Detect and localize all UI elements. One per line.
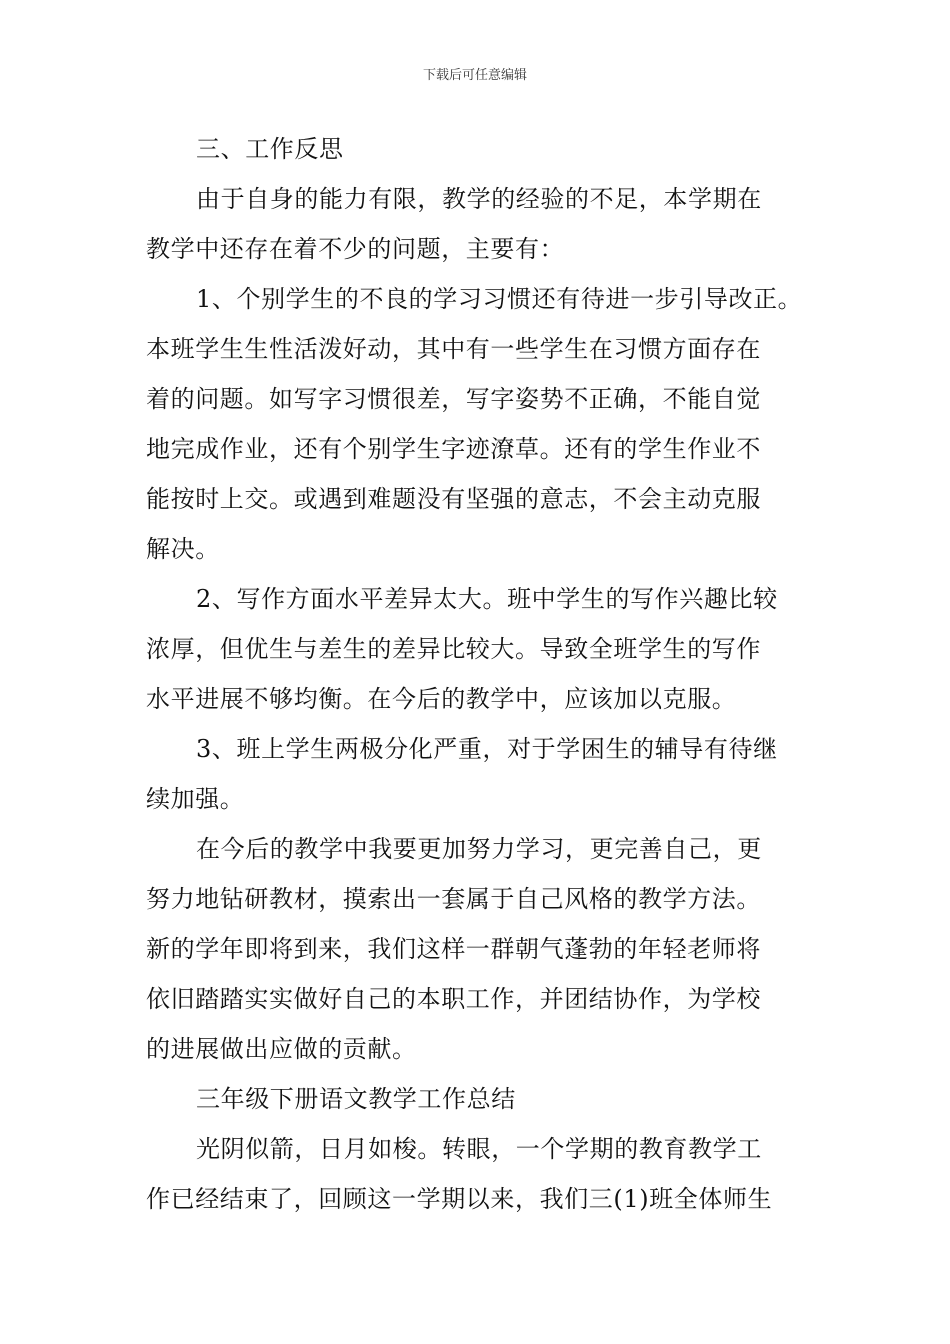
page-header: 下载后可任意编辑: [422, 68, 527, 83]
paragraph-line: 由于自身的能力有限，教学的经验的不足，本学期在: [196, 185, 762, 213]
paragraph-line: 在今后的教学中我要更加努力学习，更完善自己，更: [196, 835, 762, 863]
document-title: 三年级下册语文教学工作总结: [196, 1085, 516, 1113]
section-heading: 三、工作反思: [196, 135, 344, 163]
paragraph-line: 本班学生生性活泼好动，其中有一些学生在习惯方面存在: [146, 335, 761, 363]
paragraph-line: 光阴似箭，日月如梭。转眼，一个学期的教育教学工: [196, 1135, 762, 1163]
paragraph-line: 努力地钻研教材，摸索出一套属于自己风格的教学方法。: [146, 885, 761, 913]
paragraph-line: 2、写作方面水平差异太大。班中学生的写作兴趣比较: [196, 585, 778, 613]
paragraph-line: 地完成作业，还有个别学生字迹潦草。还有的学生作业不: [146, 435, 761, 463]
paragraph-line: 的进展做出应做的贡献。: [146, 1035, 417, 1063]
paragraph-line: 3、班上学生两极分化严重，对于学困生的辅导有待继: [196, 735, 778, 763]
paragraph-line: 依旧踏踏实实做好自己的本职工作，并团结协作，为学校: [146, 985, 761, 1013]
paragraph-line: 能按时上交。或遇到难题没有坚强的意志，不会主动克服: [146, 485, 761, 513]
paragraph-line: 续加强。: [146, 785, 245, 813]
paragraph-line: 解决。: [146, 535, 220, 563]
paragraph-line: 着的问题。如写字习惯很差，写字姿势不正确，不能自觉: [146, 385, 761, 413]
paragraph-line: 水平进展不够均衡。在今后的教学中，应该加以克服。: [146, 685, 737, 713]
paragraph-line: 新的学年即将到来，我们这样一群朝气蓬勃的年轻老师将: [146, 935, 761, 963]
paragraph-line: 作已经结束了，回顾这一学期以来，我们三(1)班全体师生: [146, 1185, 773, 1213]
paragraph-line: 1、个别学生的不良的学习习惯还有待进一步引导改正。: [196, 285, 803, 313]
paragraph-line: 浓厚，但优生与差生的差异比较大。导致全班学生的写作: [146, 635, 761, 663]
paragraph-line: 教学中还存在着不少的问题，主要有：: [146, 235, 565, 263]
